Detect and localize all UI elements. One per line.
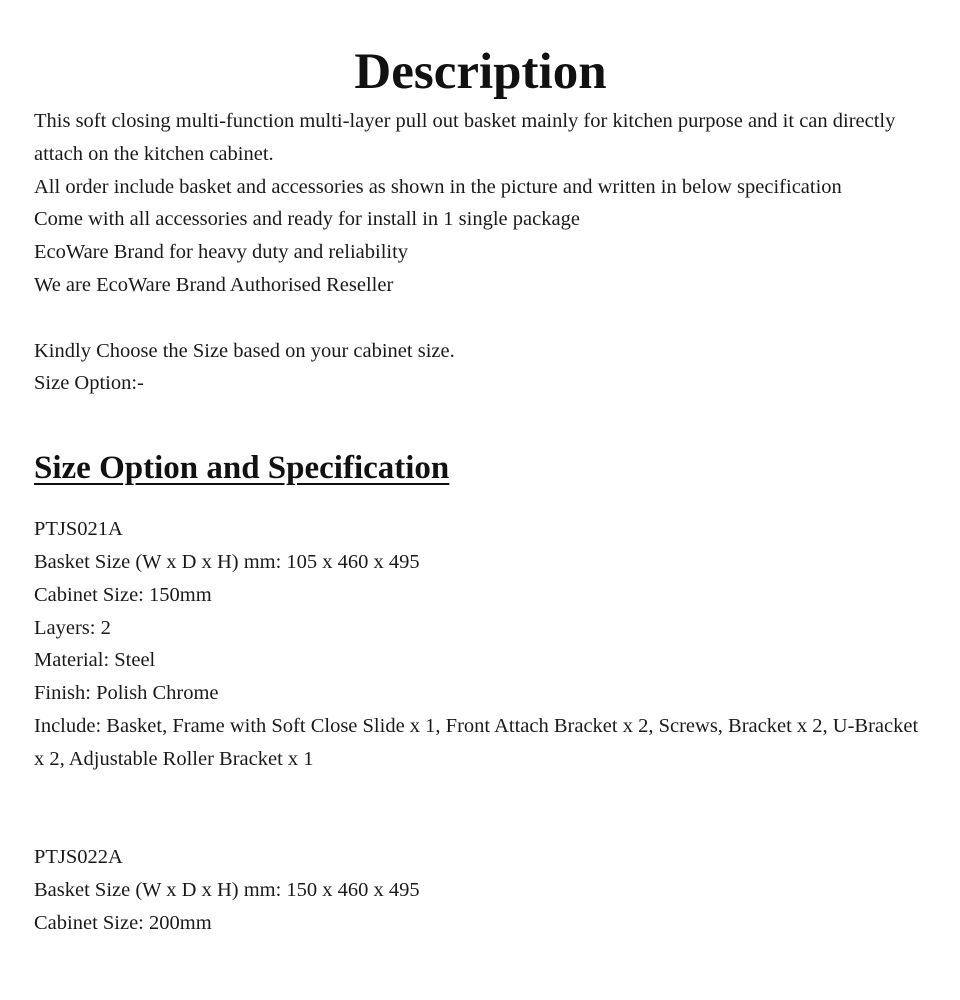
- section-title: Size Option and Specification: [34, 450, 450, 487]
- description-line: We are EcoWare Brand Authorised Reseller: [34, 273, 394, 296]
- product-spec: [34, 841, 927, 939]
- page-title: Description: [354, 44, 607, 100]
- basket-size: Basket Size (W x D x H) mm: 150 x 460 x 495: [34, 878, 420, 901]
- product-code: PTJS021A: [34, 518, 123, 541]
- description-line: Kindly Choose the Size based on your cabinet size.: [34, 339, 455, 362]
- product-spec: [34, 513, 927, 775]
- product-code: PTJS022A: [34, 846, 123, 869]
- cabinet-size: Cabinet Size: 200mm: [34, 911, 212, 934]
- material: Material: Steel: [34, 649, 156, 672]
- include-list: Include: Basket, Frame with Soft Close Slide x 1, Front Attach Bracket x 2, Screws, Bracket x 2, U-Bracket x 2, Adjustable Roller Bracket x 1: [34, 714, 919, 770]
- spacer: [34, 776, 927, 842]
- basket-size: Basket Size (W x D x H) mm: 105 x 460 x 495: [34, 550, 420, 573]
- description-line: EcoWare Brand for heavy duty and reliability: [34, 241, 409, 264]
- description-line: Size Option:-: [34, 372, 144, 395]
- description-line: All order include basket and accessories as shown in the picture and written in below specification: [34, 175, 842, 198]
- description-line: Come with all accessories and ready for install in 1 single package: [34, 208, 580, 231]
- spec-list: [34, 513, 927, 939]
- description-block: [34, 105, 927, 400]
- finish: Finish: Polish Chrome: [34, 682, 219, 705]
- spacer: [34, 302, 927, 335]
- description-line: This soft closing multi-function multi-layer pull out basket mainly for kitchen purpose and it can directly attach on the kitchen cabinet.: [34, 110, 896, 165]
- layers: Layers: 2: [34, 616, 111, 639]
- cabinet-size: Cabinet Size: 150mm: [34, 583, 212, 606]
